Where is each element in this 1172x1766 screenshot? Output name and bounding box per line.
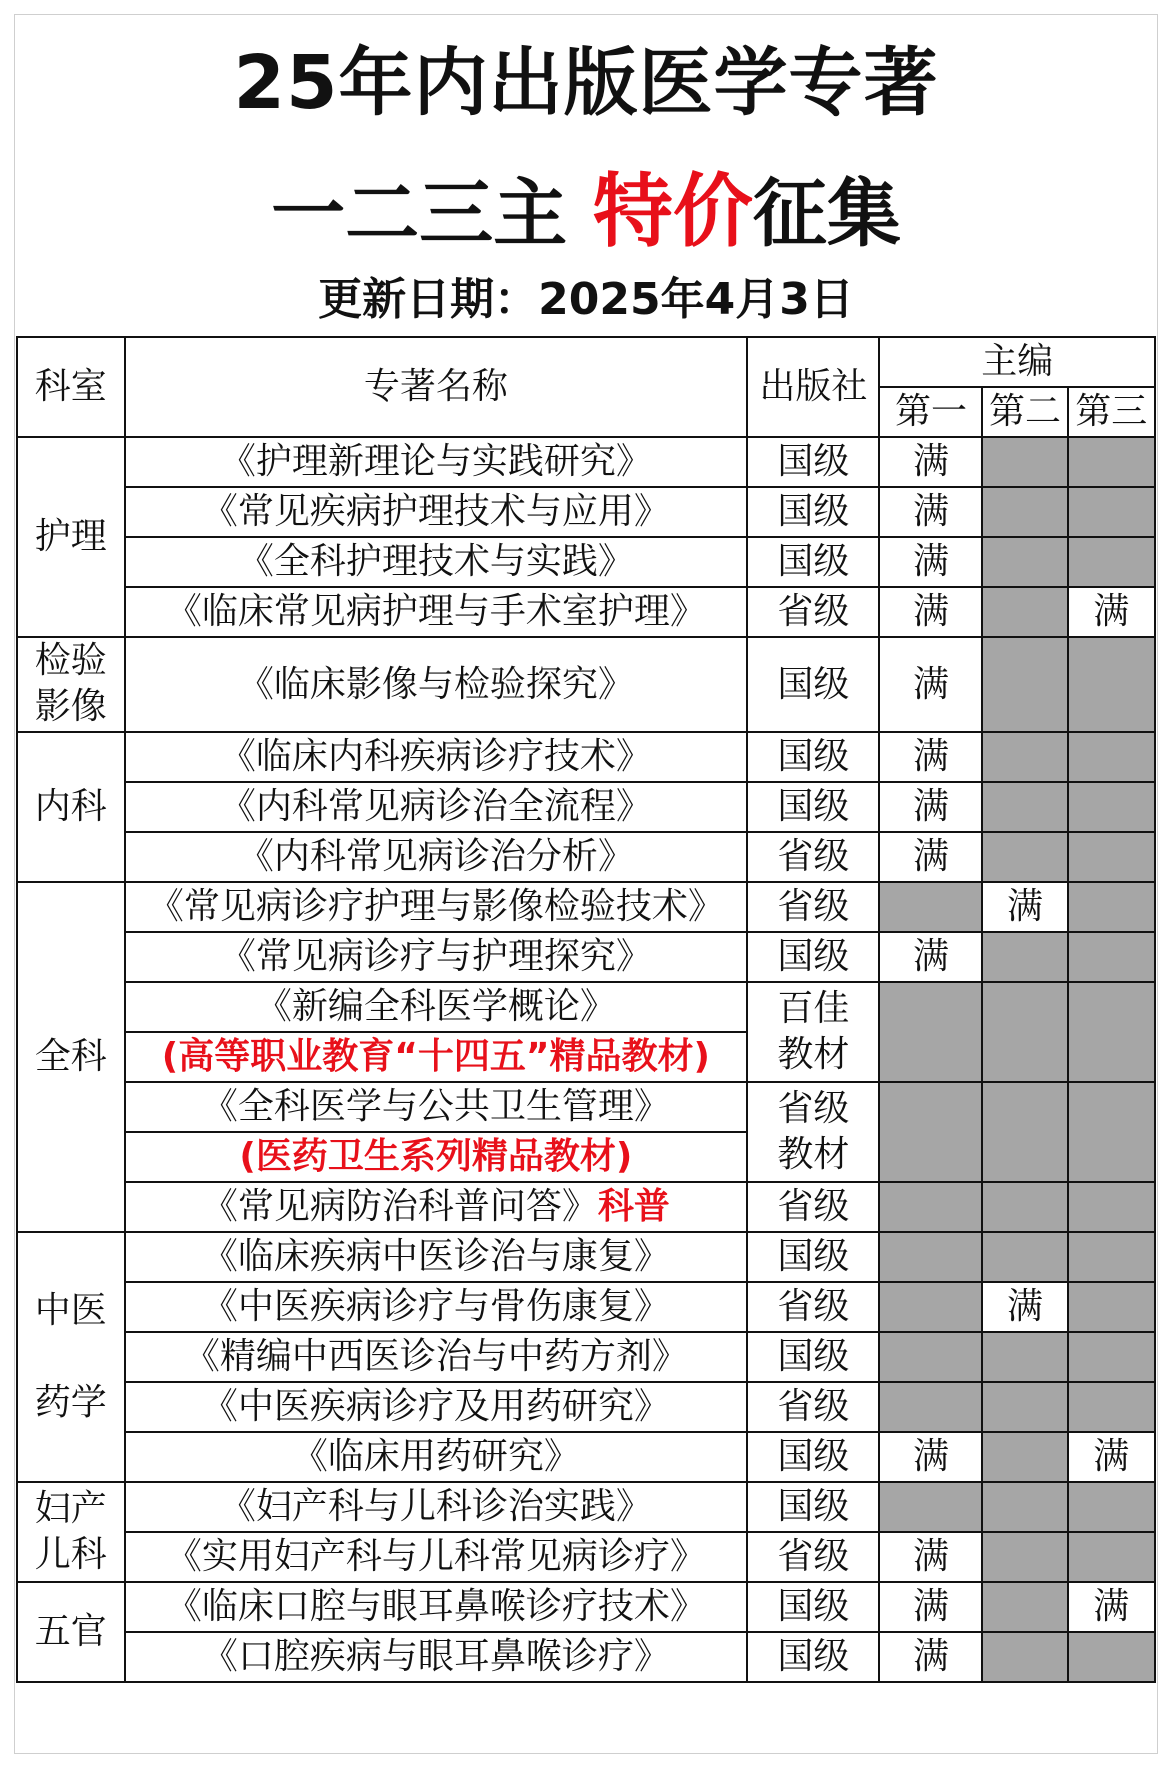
publisher-cell: 省级 — [747, 1382, 879, 1432]
third-editor-cell — [1068, 882, 1155, 932]
book-title: 《全科护理技术与实践》 — [125, 537, 748, 587]
first-editor-cell — [879, 1332, 982, 1382]
publisher-cell — [747, 982, 879, 1082]
first-editor-cell: 满 — [879, 487, 982, 537]
second-editor-cell — [982, 982, 1067, 1082]
book-title: 《口腔疾病与眼耳鼻喉诊疗》 — [125, 1632, 748, 1682]
book-title: 《中医疾病诊疗与骨伤康复》 — [125, 1282, 748, 1332]
table-row — [17, 1282, 1155, 1332]
book-title: 《中医疾病诊疗及用药研究》 — [125, 1382, 748, 1432]
second-editor-cell — [982, 932, 1067, 982]
table-row — [17, 1082, 1155, 1132]
table-row — [17, 537, 1155, 587]
first-editor-cell: 满 — [879, 637, 982, 732]
second-editor-cell — [982, 782, 1067, 832]
publisher-line: 百佳 — [777, 988, 850, 1029]
first-editor-cell: 满 — [879, 1432, 982, 1482]
table-row — [17, 882, 1155, 932]
third-editor-cell — [1068, 1082, 1155, 1182]
book-title: 《精编中西医诊治与中药方剂》 — [125, 1332, 748, 1382]
second-editor-cell — [982, 537, 1067, 587]
first-editor-cell: 满 — [879, 537, 982, 587]
table-row — [17, 1582, 1155, 1632]
dept-cell: 全科 — [17, 882, 125, 1232]
third-editor-cell — [1068, 637, 1155, 732]
publisher-cell — [747, 1082, 879, 1182]
first-editor-cell: 满 — [879, 1532, 982, 1582]
third-editor-cell — [1068, 832, 1155, 882]
table-row — [17, 1482, 1155, 1532]
first-editor-cell — [879, 1382, 982, 1432]
table-row — [17, 487, 1155, 537]
subtitle-part-b: 征集 — [752, 171, 901, 257]
book-title: 《常见疾病护理技术与应用》 — [125, 487, 748, 537]
second-editor-cell — [982, 1332, 1067, 1382]
third-editor-cell — [1068, 537, 1155, 587]
dept-cell — [17, 1232, 125, 1482]
first-editor-cell: 满 — [879, 782, 982, 832]
second-editor-cell: 满 — [982, 882, 1067, 932]
table-row — [17, 1632, 1155, 1682]
publisher-cell: 国级 — [747, 1232, 879, 1282]
header-editor: 主编 — [879, 337, 1155, 387]
publisher-cell: 国级 — [747, 537, 879, 587]
header-dept: 科室 — [17, 337, 125, 437]
publisher-cell: 国级 — [747, 1482, 879, 1532]
book-title: 《临床内科疾病诊疗技术》 — [125, 732, 748, 782]
book-title: 《临床用药研究》 — [125, 1432, 748, 1482]
second-editor-cell — [982, 1382, 1067, 1432]
book-title: 《临床影像与检验探究》 — [125, 637, 748, 732]
table-row — [17, 932, 1155, 982]
first-editor-cell: 满 — [879, 1582, 982, 1632]
publisher-cell: 国级 — [747, 732, 879, 782]
publisher-cell: 国级 — [747, 1332, 879, 1382]
header-first: 第一 — [879, 387, 982, 437]
first-editor-cell: 满 — [879, 732, 982, 782]
dept-cell: 护理 — [17, 437, 125, 637]
second-editor-cell — [982, 1232, 1067, 1282]
header-book: 专著名称 — [125, 337, 748, 437]
publisher-cell: 省级 — [747, 1182, 879, 1232]
table-row — [17, 732, 1155, 782]
first-editor-cell — [879, 1232, 982, 1282]
publisher-cell: 省级 — [747, 1282, 879, 1332]
first-editor-cell: 满 — [879, 587, 982, 637]
first-editor-cell — [879, 1282, 982, 1332]
dept-label: 检验影像 — [34, 640, 107, 727]
table-row — [17, 832, 1155, 882]
publisher-cell: 国级 — [747, 1632, 879, 1682]
book-title: 《临床口腔与眼耳鼻喉诊疗技术》 — [125, 1582, 748, 1632]
second-editor-cell — [982, 1182, 1067, 1232]
third-editor-cell — [1068, 1632, 1155, 1682]
second-editor-cell — [982, 1432, 1067, 1482]
book-title: 《护理新理论与实践研究》 — [125, 437, 748, 487]
first-editor-cell — [879, 1082, 982, 1182]
first-editor-cell: 满 — [879, 932, 982, 982]
book-title: 《内科常见病诊治全流程》 — [125, 782, 748, 832]
book-title: 《新编全科医学概论》 — [125, 982, 748, 1032]
publisher-cell: 国级 — [747, 1432, 879, 1482]
second-editor-cell — [982, 437, 1067, 487]
third-editor-cell — [1068, 1182, 1155, 1232]
subtitle-part-a: 一二三主 — [271, 171, 593, 257]
third-editor-cell — [1068, 1232, 1155, 1282]
second-editor-cell — [982, 1632, 1067, 1682]
book-title: 《内科常见病诊治分析》 — [125, 832, 748, 882]
book-note: (医药卫生系列精品教材) — [125, 1132, 748, 1182]
publisher-cell: 省级 — [747, 882, 879, 932]
book-title: 《常见病诊疗与护理探究》 — [125, 932, 748, 982]
header-third: 第三 — [1068, 387, 1155, 437]
publisher-line: 教材 — [777, 1034, 850, 1075]
publisher-cell: 国级 — [747, 637, 879, 732]
second-editor-cell — [982, 1482, 1067, 1532]
table-row — [17, 782, 1155, 832]
third-editor-cell: 满 — [1068, 1582, 1155, 1632]
third-editor-cell — [1068, 1332, 1155, 1382]
publisher-line: 教材 — [777, 1134, 850, 1175]
third-editor-cell — [1068, 1532, 1155, 1582]
table-row — [17, 1532, 1155, 1582]
publisher-cell: 国级 — [747, 782, 879, 832]
table-row — [17, 587, 1155, 637]
third-editor-cell — [1068, 1482, 1155, 1532]
book-title: 《常见病防治科普问答》 — [201, 1186, 598, 1227]
book-title: 《临床疾病中医诊治与康复》 — [125, 1232, 748, 1282]
second-editor-cell — [982, 1582, 1067, 1632]
first-editor-cell — [879, 1482, 982, 1532]
publisher-cell: 省级 — [747, 832, 879, 882]
publisher-cell: 国级 — [747, 932, 879, 982]
third-editor-cell — [1068, 932, 1155, 982]
publisher-cell: 省级 — [747, 587, 879, 637]
table-row — [17, 637, 1155, 732]
table-row — [17, 1182, 1155, 1232]
book-tag: 科普 — [597, 1186, 670, 1227]
book-title-cell — [125, 1182, 748, 1232]
table-row — [17, 982, 1155, 1032]
publisher-line: 省级 — [777, 1088, 850, 1129]
table-row — [17, 437, 1155, 487]
book-title: 《实用妇产科与儿科常见病诊疗》 — [125, 1532, 748, 1582]
dept-cell: 内科 — [17, 732, 125, 882]
first-editor-cell: 满 — [879, 437, 982, 487]
header-row — [17, 337, 1155, 387]
first-editor-cell — [879, 1182, 982, 1232]
second-editor-cell: 满 — [982, 1282, 1067, 1332]
dept-label: 中医药学 — [34, 1290, 107, 1423]
third-editor-cell — [1068, 732, 1155, 782]
table-row — [17, 1432, 1155, 1482]
second-editor-cell — [982, 832, 1067, 882]
page-title: 25年内出版医学专著 — [233, 40, 939, 126]
third-editor-cell — [1068, 1382, 1155, 1432]
second-editor-cell — [982, 1082, 1067, 1182]
book-title: 《全科医学与公共卫生管理》 — [125, 1082, 748, 1132]
header-second: 第二 — [982, 387, 1067, 437]
dept-cell — [17, 1482, 125, 1582]
book-title: 《妇产科与儿科诊治实践》 — [125, 1482, 748, 1532]
third-editor-cell — [1068, 487, 1155, 537]
book-table — [16, 336, 1156, 1683]
second-editor-cell — [982, 637, 1067, 732]
table-row — [17, 1232, 1155, 1282]
second-editor-cell — [982, 587, 1067, 637]
second-editor-cell — [982, 732, 1067, 782]
publisher-cell: 国级 — [747, 437, 879, 487]
third-editor-cell — [1068, 782, 1155, 832]
dept-label: 妇产儿科 — [34, 1487, 107, 1575]
third-editor-cell — [1068, 982, 1155, 1082]
first-editor-cell — [879, 982, 982, 1082]
third-editor-cell — [1068, 1282, 1155, 1332]
publisher-cell: 国级 — [747, 487, 879, 537]
table-row — [17, 1382, 1155, 1432]
publisher-cell: 省级 — [747, 1532, 879, 1582]
page-subtitle — [0, 162, 1172, 264]
first-editor-cell — [879, 882, 982, 932]
third-editor-cell — [1068, 437, 1155, 487]
first-editor-cell: 满 — [879, 832, 982, 882]
third-editor-cell: 满 — [1068, 1432, 1155, 1482]
third-editor-cell: 满 — [1068, 587, 1155, 637]
book-title: 《临床常见病护理与手术室护理》 — [125, 587, 748, 637]
table-row — [17, 1332, 1155, 1382]
subtitle-highlight: 特价 — [592, 165, 753, 258]
update-date: 更新日期：2025年4月3日 — [318, 274, 854, 325]
book-note: (高等职业教育“十四五”精品教材) — [125, 1032, 748, 1082]
dept-cell — [17, 637, 125, 732]
second-editor-cell — [982, 1532, 1067, 1582]
book-title: 《常见病诊疗护理与影像检验技术》 — [125, 882, 748, 932]
publisher-cell: 国级 — [747, 1582, 879, 1632]
second-editor-cell — [982, 487, 1067, 537]
first-editor-cell: 满 — [879, 1632, 982, 1682]
header-publisher: 出版社 — [747, 337, 879, 437]
dept-cell: 五官 — [17, 1582, 125, 1682]
